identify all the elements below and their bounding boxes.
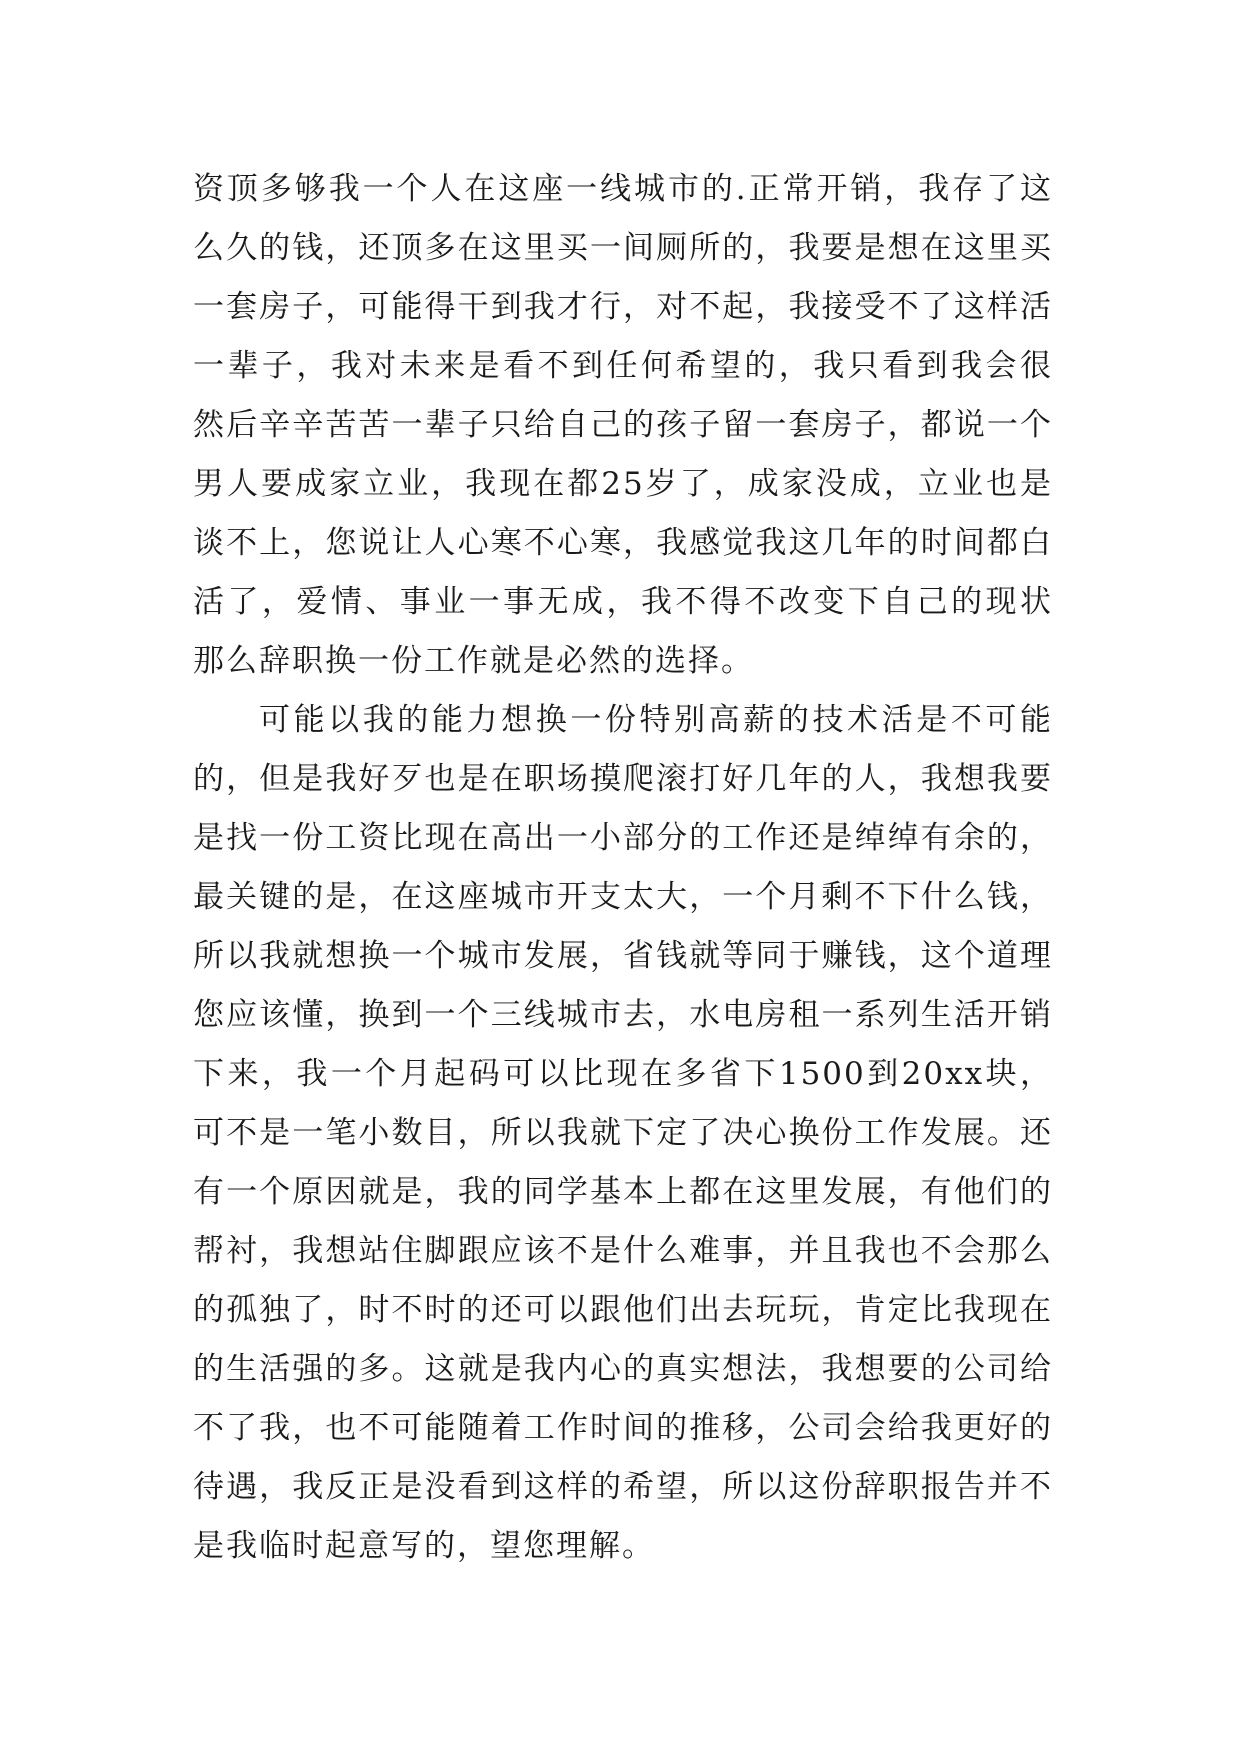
text-line: 么久的钱，还顶多在这里买一间厕所的，我要是想在这里买	[193, 230, 1053, 266]
text-line: 然后辛辛苦苦一辈子只给自己的孩子留一套房子，都说一个	[193, 407, 1053, 443]
text-line: 可不是一笔小数目，所以我就下定了决心换份工作发展。还	[193, 1115, 1053, 1151]
text-line: 一套房子，可能得干到我才行，对不起，我接受不了这样活	[193, 289, 1053, 325]
text-line: 的生活强的多。这就是我内心的真实想法，我想要的公司给	[193, 1351, 1053, 1387]
text-line: 有一个原因就是，我的同学基本上都在这里发展，有他们的	[193, 1174, 1053, 1210]
text-line: 所以我就想换一个城市发展，省钱就等同于赚钱，这个道理	[193, 938, 1053, 974]
text-line: 活了，爱情、事业一事无成，我不得不改变下自己的现状	[193, 584, 1053, 620]
text-line: 是找一份工资比现在高出一小部分的工作还是绰绰有余的，	[193, 820, 1053, 856]
text-line: 不了我，也不可能随着工作时间的推移，公司会给我更好的	[193, 1410, 1053, 1446]
text-line: 的孤独了，时不时的还可以跟他们出去玩玩，肯定比我现在	[193, 1292, 1053, 1328]
text-line: 谈不上，您说让人心寒不心寒，我感觉我这几年的时间都白	[193, 525, 1053, 561]
text-line: 是我临时起意写的，望您理解。	[193, 1528, 655, 1564]
text-line: 可能以我的能力想换一份特别高薪的技术活是不可能	[259, 702, 1053, 738]
text-line: 下来，我一个月起码可以比现在多省下1500到20xx块，	[193, 1056, 1053, 1092]
text-line: 帮衬，我想站住脚跟应该不是什么难事，并且我也不会那么	[193, 1233, 1053, 1269]
text-line: 待遇，我反正是没看到这样的希望，所以这份辞职报告并不	[193, 1469, 1053, 1505]
body-text	[193, 160, 1053, 1576]
text-line: 男人要成家立业，我现在都25岁了，成家没成，立业也是	[193, 466, 1053, 502]
text-line: 那么辞职换一份工作就是必然的选择。	[193, 643, 754, 679]
text-line: 的，但是我好歹也是在职场摸爬滚打好几年的人，我想我要	[193, 761, 1053, 797]
text-line: 最关键的是，在这座城市开支太大，一个月剩不下什么钱，	[193, 879, 1053, 915]
text-line: 资顶多够我一个人在这座一线城市的.正常开销，我存了这	[193, 171, 1053, 207]
text-line: 一辈子，我对未来是看不到任何希望的，我只看到我会很	[193, 348, 1053, 384]
text-line: 您应该懂，换到一个三线城市去，水电房租一系列生活开销	[193, 997, 1053, 1033]
